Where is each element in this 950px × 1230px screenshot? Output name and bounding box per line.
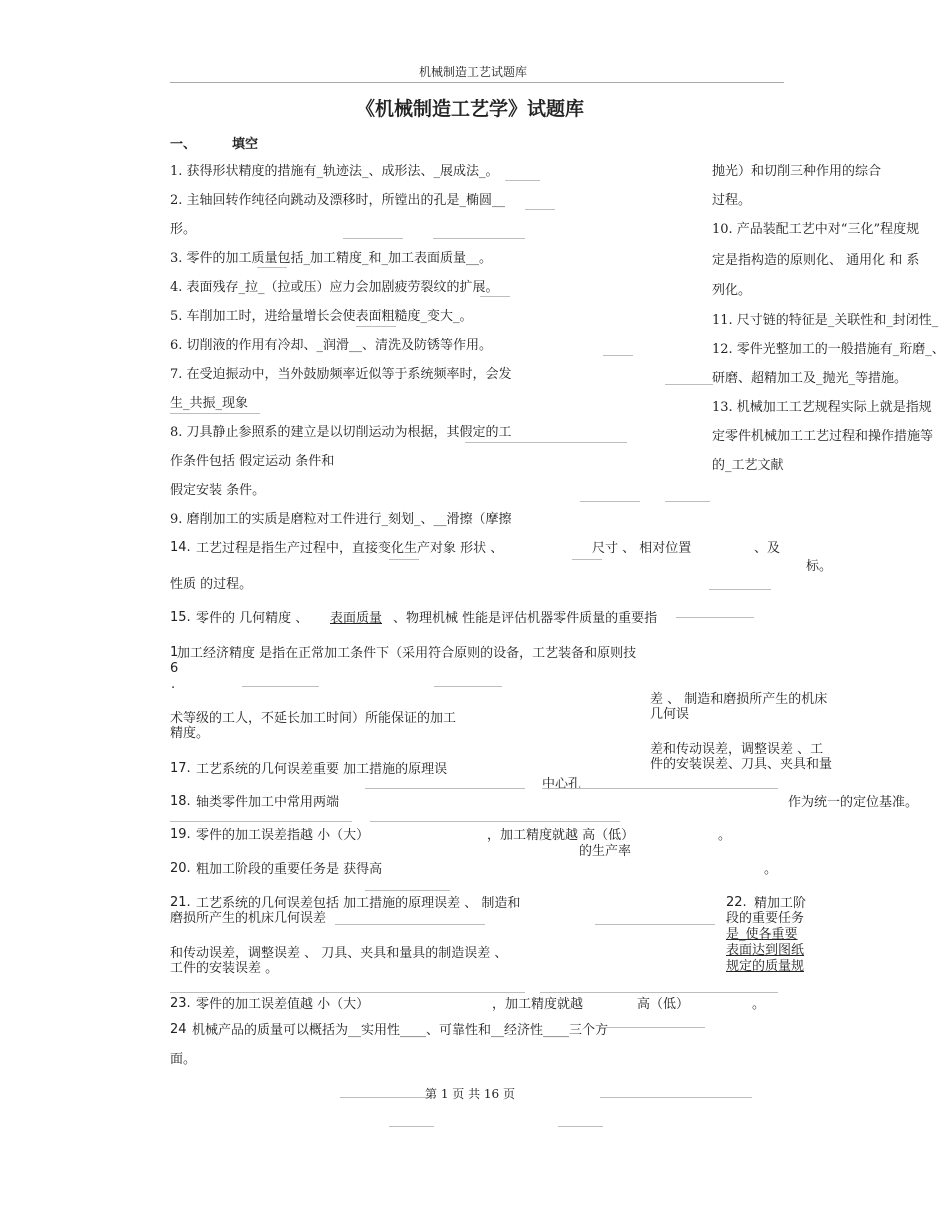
question-10-cont2: 列化。 xyxy=(712,283,752,298)
blank-rule xyxy=(170,992,525,993)
section-heading: 填空 xyxy=(232,137,259,152)
question-13-cont2: 的_工艺文献 xyxy=(712,458,784,473)
footer-rule xyxy=(389,1126,434,1127)
header-rule xyxy=(170,82,784,83)
page-number: 第 1 页 共 16 页 xyxy=(425,1087,515,1101)
blank-rule xyxy=(370,821,620,822)
question-9-cont: 抛光）和切削三种作用的综合 xyxy=(712,164,882,179)
blank-rule xyxy=(257,267,287,268)
question-14-part3: 、及 xyxy=(754,541,781,556)
footer-rule xyxy=(340,1097,430,1098)
question-16-right-4: 件的安装误差、刀具、夹具和量 xyxy=(650,757,833,772)
section-number: 一、 xyxy=(170,137,197,152)
question-14-part4: 标。 xyxy=(806,559,833,574)
question-16-number-2: 6 xyxy=(170,661,179,676)
question-5: 5. 车削加工时，进给量增长会使表面粗糙度_变大_。 xyxy=(170,309,473,324)
question-17: 工艺系统的几何误差重要 加工措施的原理误 xyxy=(196,762,448,777)
question-8: 8. 刀具静止参照系的建立是以切削运动为根据，其假定的工 xyxy=(170,425,512,440)
question-7: 7. 在受迫振动中，当外鼓励频率近似等于系统频率时，会发 xyxy=(170,367,512,382)
question-15-answer: 表面质量 xyxy=(330,611,383,626)
question-8-cont: 作条件包括 假定运动 条件和 xyxy=(170,454,335,469)
question-21-cont3: 工件的安装误差 。 xyxy=(170,961,279,976)
question-23-answer: 高（低） xyxy=(637,997,690,1012)
question-23-number: 23. xyxy=(170,996,191,1011)
question-14: 工艺过程是指生产过程中，直接变化生产对象 形状 、 xyxy=(196,541,504,556)
question-22-cont2: 是_使各重要 xyxy=(726,927,798,942)
question-16-right-2: 几何误 xyxy=(650,707,690,722)
blank-rule xyxy=(389,559,419,560)
question-4: 4. 表面残存_拉_（拉或压）应力会加剧疲劳裂纹的扩展。 xyxy=(170,280,499,295)
question-22-number: 22. xyxy=(726,895,747,910)
blank-rule xyxy=(335,924,485,925)
question-8-cont2: 假定安装 条件。 xyxy=(170,483,266,498)
blank-rule xyxy=(365,788,525,789)
blank-rule xyxy=(433,238,525,239)
question-19-cont: ，加工精度就越 高（低） xyxy=(487,828,635,843)
question-21-cont: 磨损所产生的机床几何误差 xyxy=(170,911,327,926)
blank-rule xyxy=(572,559,602,560)
question-16-number: 1 xyxy=(170,645,179,660)
question-11: 11. 尺寸链的特征是_关联性和_封闭性_ xyxy=(712,313,939,328)
blank-rule xyxy=(676,617,754,618)
blank-rule xyxy=(709,589,771,590)
blank-rule xyxy=(595,924,715,925)
blank-rule xyxy=(603,355,633,356)
question-13: 13. 机械加工工艺规程实际上就是指规 xyxy=(712,400,932,415)
question-24: 机械产品的质量可以概括为__实用性____、可靠性和__经济性____三个方 xyxy=(192,1023,609,1038)
blank-rule xyxy=(600,1027,705,1028)
footer-rule xyxy=(600,1097,752,1098)
question-15-cont: 、物理机械 性能是评估机器零件质量的重要指 xyxy=(393,611,658,626)
question-15-number: 15. xyxy=(170,610,191,625)
question-10: 10. 产品装配工艺中对“三化”程度规 xyxy=(712,222,920,237)
question-21-number: 21. xyxy=(170,895,191,910)
question-21-cont2: 和传动误差，调整误差 、 刀具、夹具和量具的制造误差 、 xyxy=(170,946,508,961)
question-22-cont3: 表面达到图纸 xyxy=(726,943,805,958)
question-21: 工艺系统的几何误差包括 加工措施的原理误差 、 制造和 xyxy=(196,896,521,911)
question-18-cont: 作为统一的定位基准。 xyxy=(788,795,919,810)
question-20-answer: 的生产率 xyxy=(579,844,632,859)
question-13-cont: 定零件机械加工工艺过程和操作措施等 xyxy=(712,429,934,444)
blank-rule xyxy=(525,209,555,210)
question-18-answer: 中心孔 xyxy=(542,777,582,792)
question-14-part2: 尺寸 、 相对位置 xyxy=(592,541,692,556)
blank-rule xyxy=(665,501,710,502)
blank-rule xyxy=(170,413,260,414)
blank-rule xyxy=(465,442,627,443)
question-2: 2. 主轴回转作纯径向跳动及漂移时，所镗出的孔是_椭圆__ xyxy=(170,193,506,208)
blank-rule xyxy=(242,686,319,687)
blank-rule xyxy=(542,788,778,789)
question-12: 12. 零件光整加工的一般措施有_珩磨_、 xyxy=(712,342,945,357)
question-12-cont: 研磨、超精加工及_抛光_等措施。 xyxy=(712,371,908,386)
question-20-end: 。 xyxy=(764,862,778,877)
question-16-right: 差 、 制造和磨损所产生的机床 xyxy=(650,692,828,707)
question-23: 零件的加工误差值越 小（大） xyxy=(196,997,370,1012)
question-24-number: 24 xyxy=(170,1022,187,1037)
question-16-cont2: 精度。 xyxy=(170,726,210,741)
question-9-cont2: 过程。 xyxy=(712,193,752,208)
blank-rule xyxy=(580,501,640,502)
question-20: 粗加工阶段的重要任务是 获得高 xyxy=(196,862,383,877)
question-18: 轴类零件加工中常用两端 xyxy=(196,795,340,810)
question-16-dot: . xyxy=(171,677,176,692)
question-15: 零件的 几何精度 、 xyxy=(196,611,309,626)
question-22-cont4: 规定的质量规 xyxy=(726,959,805,974)
page-title: 《机械制造工艺学》试题库 xyxy=(356,98,585,120)
question-2-cont: 形。 xyxy=(170,222,197,237)
footer-rule xyxy=(558,1126,603,1127)
question-9: 9. 磨削加工的实质是磨粒对工件进行_刻划_、__滑擦（摩擦 xyxy=(170,512,512,527)
blank-rule xyxy=(365,890,450,891)
question-23-end: 。 xyxy=(752,997,766,1012)
question-18-number: 18. xyxy=(170,794,191,809)
question-22: 精加工阶 xyxy=(754,896,807,911)
question-16-cont: 术等级的工人，不延长加工时间）所能保证的加工 xyxy=(170,711,457,726)
question-19-end: 。 xyxy=(718,828,732,843)
question-20-number: 20. xyxy=(170,861,191,876)
blank-rule xyxy=(665,384,713,385)
question-22-cont: 段的重要任务 xyxy=(726,911,805,926)
running-header: 机械制造工艺试题库 xyxy=(419,65,528,79)
question-16-right-3: 差和传动误差，调整误差 、工 xyxy=(650,742,824,757)
question-7-cont: 生_共振_现象 xyxy=(170,396,249,411)
question-24-cont: 面。 xyxy=(170,1052,197,1067)
question-19-number: 19. xyxy=(170,827,191,842)
question-1: 1. 获得形状精度的措施有_轨迹法_、成形法、_展成法_。 xyxy=(170,164,499,179)
question-19: 零件的加工误差指越 小（大） xyxy=(196,828,370,843)
blank-rule xyxy=(540,992,778,993)
question-17-number: 17. xyxy=(170,761,191,776)
blank-rule xyxy=(343,238,403,239)
blank-rule xyxy=(356,326,396,327)
blank-rule xyxy=(480,296,510,297)
blank-rule xyxy=(434,686,502,687)
question-10-cont: 定是指构造的原则化、 通用化 和 系 xyxy=(712,253,920,268)
question-6: 6. 切削液的作用有冷却、_润滑__、清洗及防锈等作用。 xyxy=(170,338,493,353)
question-14-cont: 性质 的过程。 xyxy=(170,577,253,592)
question-16: 加工经济精度 是指在正常加工条件下（采用符合原则的设备，工艺装备和原则技 xyxy=(177,646,637,661)
question-23-cont: ，加工精度就越 xyxy=(492,997,584,1012)
question-14-number: 14. xyxy=(170,540,191,555)
blank-rule xyxy=(170,821,352,822)
question-3: 3. 零件的加工质量包括_加工精度_和_加工表面质量__。 xyxy=(170,251,493,266)
blank-rule xyxy=(505,180,540,181)
